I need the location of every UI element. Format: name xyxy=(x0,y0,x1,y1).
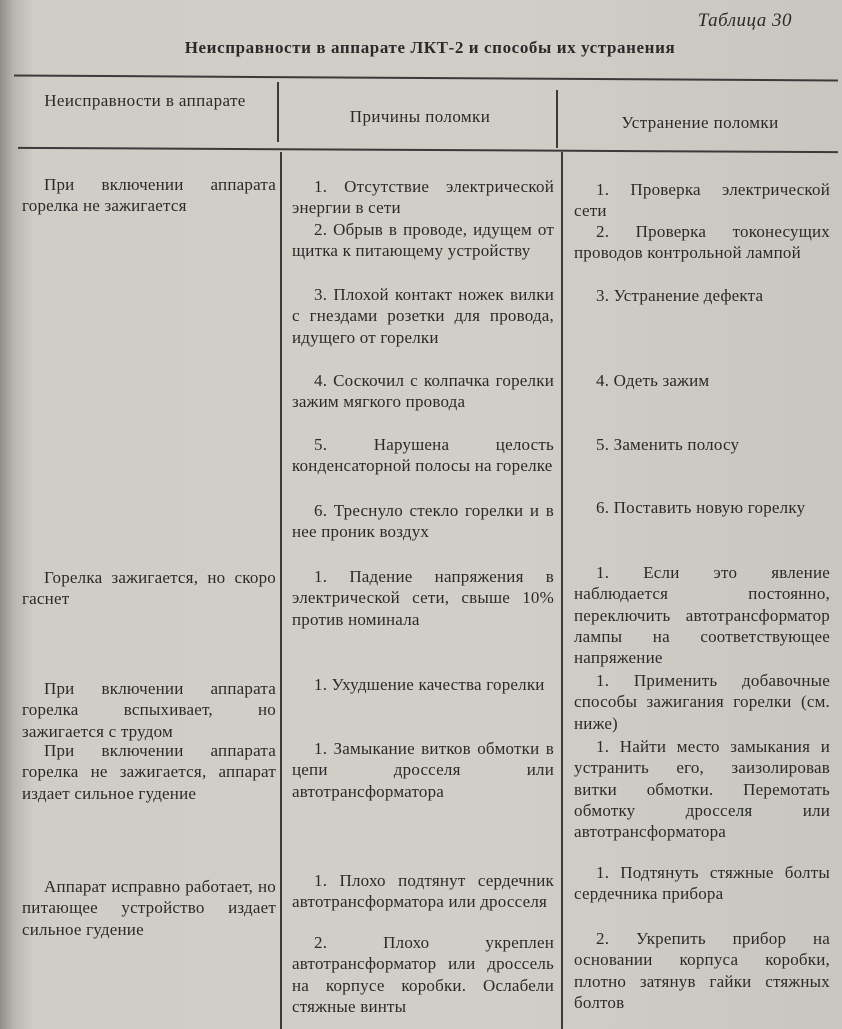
cause-1-2: 2. Обрыв в проводе, идущем от щитка к питающему устройству xyxy=(292,220,554,261)
cause-1-5: 5. Нарушена целость конденсаторной полосы на горелке xyxy=(292,435,554,476)
cause-5-1: 1. Плохо подтянут сердечник автотрансформатора или дросселя xyxy=(292,871,554,912)
fix-4-1: 1. Найти место замыкания и устранить его, заизолировав витки обмотки. Перемотать обмотку дросселя или автотрансформатора xyxy=(574,737,830,842)
cause-1-4: 4. Соскочил с колпачка горелки зажим мягкого провода xyxy=(292,371,554,412)
column-divider-1-body xyxy=(280,152,282,1029)
header-bottom-rule xyxy=(18,147,838,153)
fix-1-2: 2. Проверка токонесущих проводов контрольной лампой xyxy=(574,222,830,263)
header-faults: Неисправности в аппарате xyxy=(44,91,246,110)
header-causes: Причины поломки xyxy=(349,107,491,126)
fix-1-1: 1. Проверка электрической сети xyxy=(574,180,830,221)
fault-row-3: При включении аппарата горелка вспыхивает, но зажигается с трудом xyxy=(22,679,276,741)
fault-row-2: Горелка зажигается, но скоро гаснет xyxy=(22,568,276,609)
fault-row-4: При включении аппарата горелка не зажигается, аппарат издает сильное гудение xyxy=(22,741,276,803)
table-number: Таблица 30 xyxy=(697,10,792,31)
fix-3-1: 1. Применить добавочные способы зажигания горелки (см. ниже) xyxy=(574,671,830,733)
fix-2-1: 1. Если это явление наблюдается постоянно, переключить автотрансформатор лампы на соответствующее напряжение xyxy=(574,563,830,668)
cause-1-6: 6. Треснуло стекло горелки и в нее проник воздух xyxy=(292,501,554,542)
header-top-rule xyxy=(14,74,838,81)
cause-1-3: 3. Плохой контакт ножек вилки с гнездами розетки для провода, идущего от горелки xyxy=(292,285,554,347)
fix-1-3: 3. Устранение дефекта xyxy=(596,286,764,305)
column-divider-2 xyxy=(556,90,558,148)
table-title: Неисправности в аппарате ЛКТ-2 и способы их устранения xyxy=(184,38,676,57)
fault-row-1: При включении аппарата горелка не зажигается xyxy=(22,175,276,216)
fix-5-1: 1. Подтянуть стяжные болты сердечника прибора xyxy=(574,863,830,904)
fix-1-5: 5. Заменить полосу xyxy=(596,435,740,454)
fault-row-5: Аппарат исправно работает, но питающее устройство издает сильное гудение xyxy=(22,877,276,939)
cause-3-1: 1. Ухудшение качества горелки xyxy=(314,675,545,694)
header-fixes: Устранение поломки xyxy=(621,113,779,132)
cause-5-2: 2. Плохо укреплен автотрансформатор или дроссель на корпусе коробки. Ослабели стяжные винты xyxy=(292,933,554,1016)
fix-5-2: 2. Укрепить прибор на основании корпуса коробки, плотно затянув гайки стяжных болтов xyxy=(574,929,830,1012)
column-divider-2-body xyxy=(561,152,563,1029)
column-divider-1 xyxy=(277,82,279,142)
cause-4-1: 1. Замыкание витков обмотки в цепи дросселя или автотрансформатора xyxy=(292,739,554,801)
fix-1-4: 4. Одеть зажим xyxy=(596,371,710,390)
cause-1-1: 1. Отсутствие электрической энергии в сети xyxy=(292,177,554,218)
fix-1-6: 6. Поставить новую горелку xyxy=(596,498,806,517)
cause-2-1: 1. Падение напряжения в электрической сети, свыше 10% против номинала xyxy=(292,567,554,629)
